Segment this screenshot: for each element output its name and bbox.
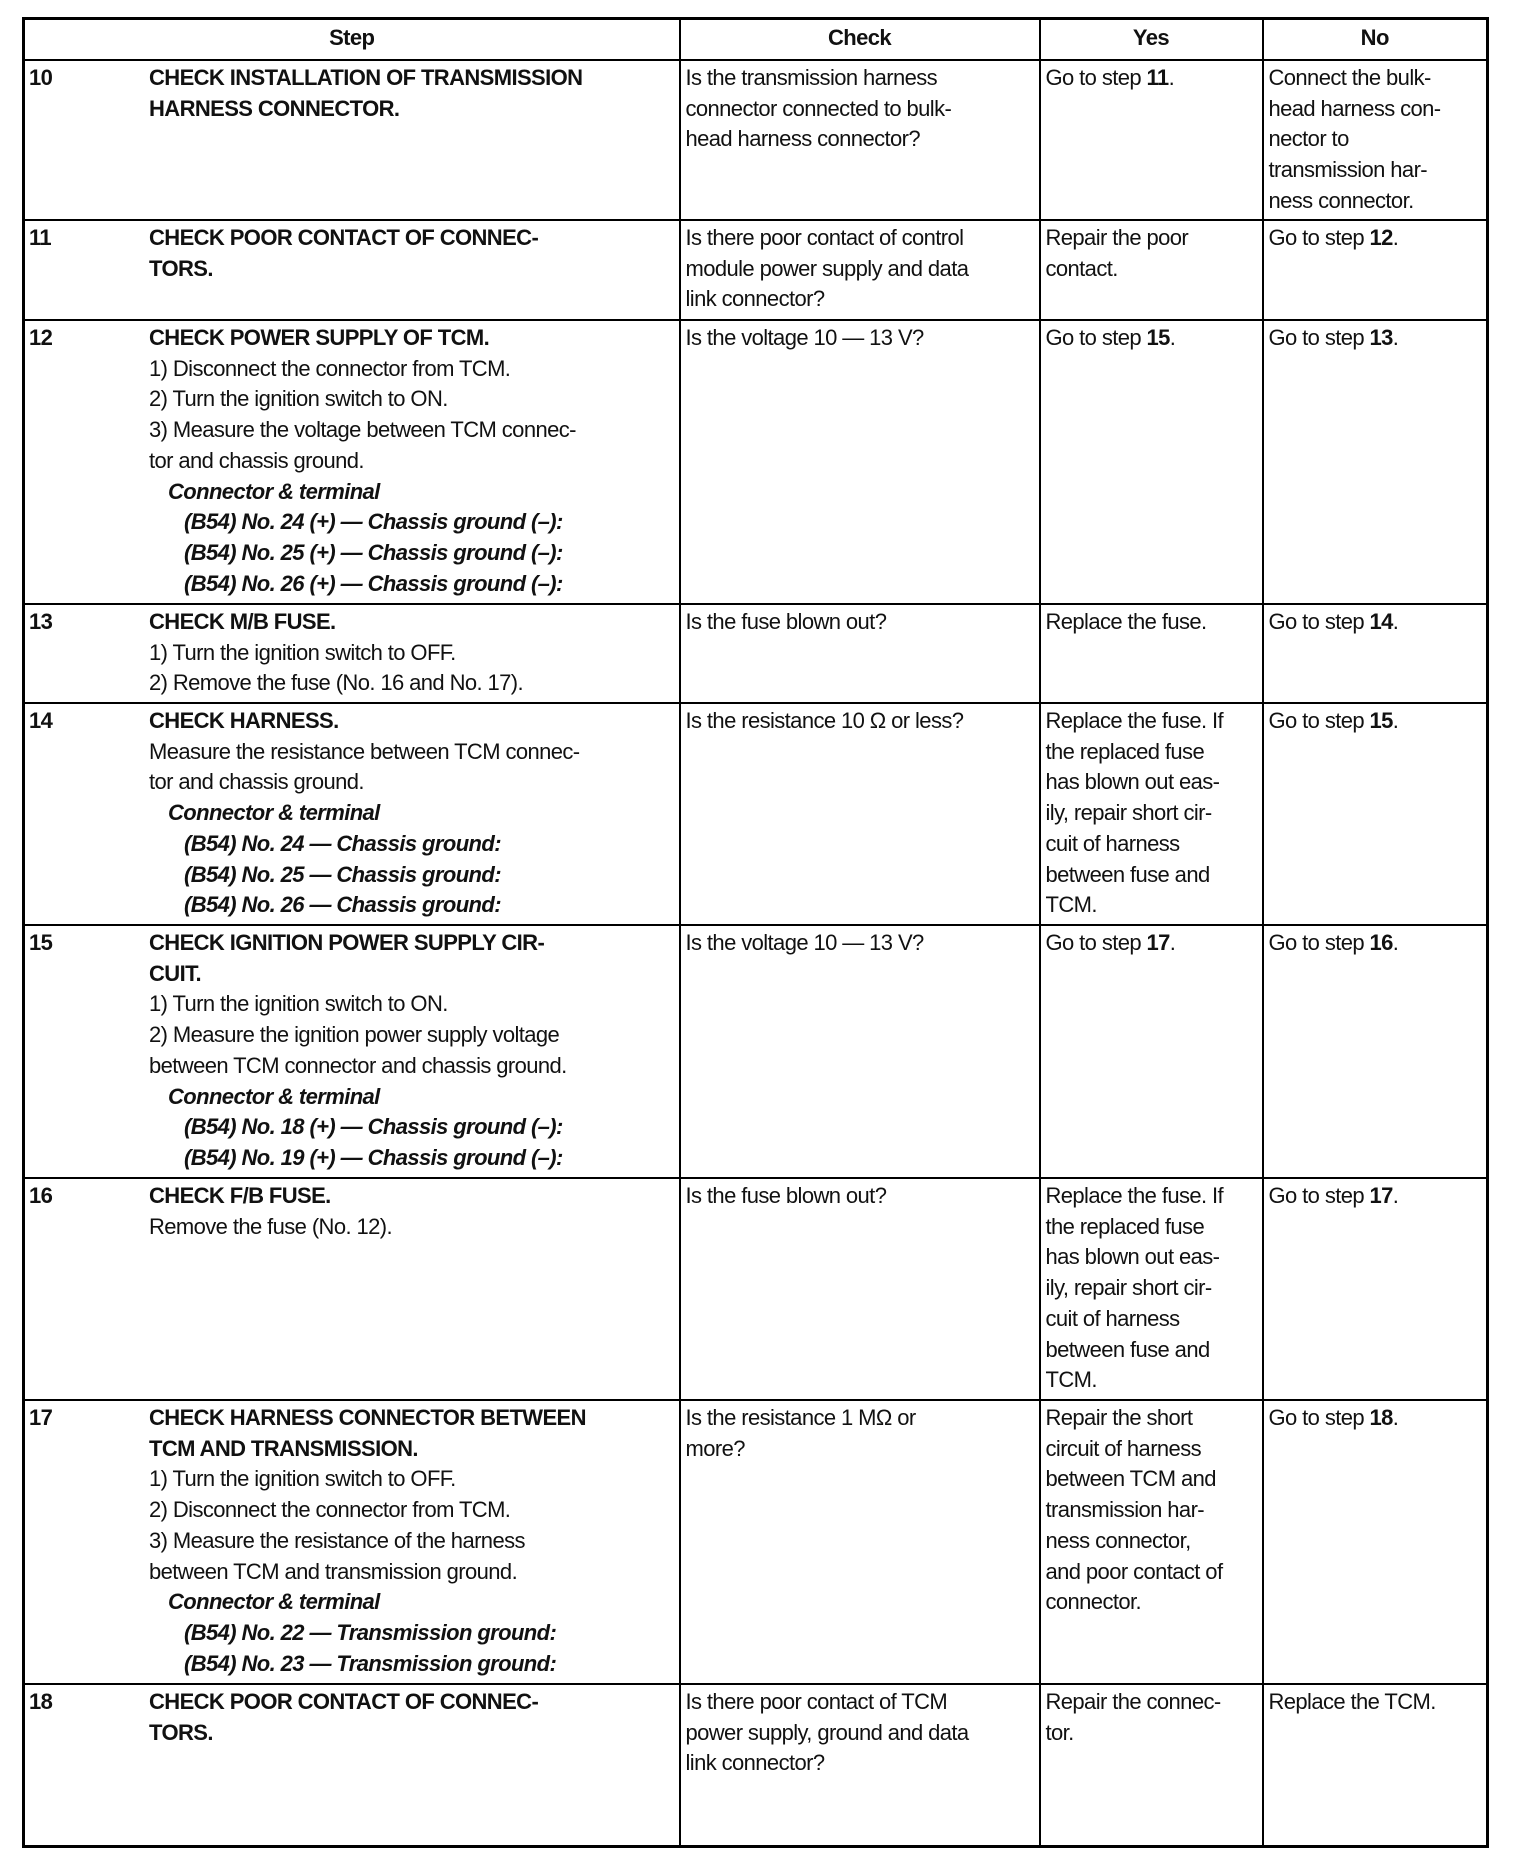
- step-line: (B54) No. 25 — Chassis ground:: [184, 861, 501, 887]
- step-number: 11: [29, 225, 52, 250]
- cell-line: and poor contact of: [1045, 1558, 1223, 1584]
- cell-line: Is the voltage 10 — 13 V?: [685, 930, 924, 955]
- yes-cell: [1040, 604, 1263, 703]
- reference-punct: .: [1169, 930, 1176, 955]
- step-line: CHECK HARNESS.: [149, 708, 339, 733]
- check-cell: [680, 925, 1040, 1178]
- step-line: (B54) No. 24 — Chassis ground:: [184, 830, 501, 856]
- no-cell: [1263, 604, 1488, 703]
- cell-line: ily, repair short cir-: [1045, 800, 1212, 826]
- cell-line: connector connected to bulk-: [685, 95, 952, 121]
- reference-punct: .: [1392, 325, 1399, 350]
- cell-line: has blown out eas-: [1045, 769, 1220, 795]
- step-line: (B54) No. 22 — Transmission ground:: [184, 1619, 557, 1645]
- step-reference: [1269, 223, 1482, 254]
- reference-punct: .: [1169, 325, 1176, 350]
- cell-line: between fuse and: [1045, 1336, 1210, 1362]
- cell-line: Is the resistance 10 Ω or less?: [685, 708, 964, 733]
- step-number: 16: [29, 1183, 53, 1208]
- step-line: (B54) No. 19 (+) — Chassis ground (–):: [184, 1144, 563, 1170]
- step-line: HARNESS CONNECTOR.: [149, 95, 400, 121]
- step-cell: [24, 320, 680, 604]
- table-row: [24, 1178, 1488, 1400]
- step-description: [149, 323, 674, 599]
- step-line: 2) Remove the fuse (No. 16 and No. 17).: [149, 670, 524, 696]
- step-line: (B54) No. 24 (+) — Chassis ground (–):: [184, 509, 563, 535]
- reference-text: Go to step: [1268, 325, 1370, 350]
- step-reference: [1269, 607, 1482, 638]
- step-line: CHECK INSTALLATION OF TRANSMISSION: [149, 65, 583, 90]
- step-line: Connector & terminal: [168, 1589, 380, 1615]
- reference-step-number: 12: [1369, 225, 1393, 250]
- check-cell: [680, 1178, 1040, 1400]
- table-row: [24, 320, 1488, 604]
- cell-line: cuit of harness: [1045, 1305, 1180, 1331]
- check-cell: [680, 1400, 1040, 1684]
- cell-line: Is the fuse blown out?: [685, 1183, 887, 1208]
- reference-punct: .: [1392, 708, 1399, 733]
- step-line: CHECK HARNESS CONNECTOR BETWEEN: [149, 1405, 586, 1430]
- cell-line: Is the voltage 10 — 13 V?: [685, 325, 924, 350]
- step-description: [149, 63, 674, 124]
- yes-cell: [1040, 1178, 1263, 1400]
- step-line: 1) Turn the ignition switch to ON.: [149, 991, 448, 1017]
- cell-line: cuit of harness: [1045, 830, 1180, 856]
- reference-step-number: 11: [1146, 65, 1169, 90]
- step-cell: [24, 1684, 680, 1847]
- step-cell: [24, 703, 680, 925]
- step-line: (B54) No. 25 (+) — Chassis ground (–):: [184, 539, 563, 565]
- reference-step-number: 13: [1369, 325, 1393, 350]
- header-check: Check: [680, 19, 1040, 61]
- step-line: (B54) No. 26 (+) — Chassis ground (–):: [184, 570, 563, 596]
- reference-punct: .: [1392, 225, 1399, 250]
- reference-text: Go to step: [1045, 325, 1147, 350]
- no-cell: [1263, 925, 1488, 1178]
- step-number: 12: [29, 325, 53, 350]
- cell-line: Is the fuse blown out?: [685, 609, 887, 634]
- cell-line: transmission har-: [1045, 1497, 1205, 1523]
- no-cell: [1263, 1684, 1488, 1847]
- step-number: 17: [29, 1405, 53, 1430]
- reference-punct: .: [1392, 609, 1399, 634]
- cell-line: between fuse and: [1045, 861, 1210, 887]
- reference-text: Go to step: [1268, 708, 1370, 733]
- table-row: [24, 604, 1488, 703]
- step-line: Connector & terminal: [168, 478, 380, 504]
- cell-line: tor.: [1045, 1719, 1074, 1745]
- yes-cell: [1040, 1400, 1263, 1684]
- reference-step-number: 14: [1369, 609, 1393, 634]
- cell-line: has blown out eas-: [1045, 1244, 1220, 1270]
- step-reference: [1046, 928, 1257, 959]
- step-line: Remove the fuse (No. 12).: [149, 1213, 393, 1239]
- check-cell: [680, 60, 1040, 220]
- step-cell: [24, 1178, 680, 1400]
- cell-line: Replace the fuse.: [1045, 609, 1207, 634]
- step-number: 14: [29, 708, 53, 733]
- no-cell: [1263, 1178, 1488, 1400]
- cell-line: Is there poor contact of control: [685, 225, 964, 250]
- cell-line: circuit of harness: [1045, 1435, 1201, 1461]
- header-row: [24, 19, 1488, 61]
- step-cell: [24, 604, 680, 703]
- reference-text: Go to step: [1268, 225, 1370, 250]
- cell-line: Repair the connec-: [1045, 1689, 1221, 1714]
- cell-line: contact.: [1045, 255, 1118, 281]
- check-cell: [680, 1684, 1040, 1847]
- yes-cell: [1040, 925, 1263, 1178]
- cell-line: transmission har-: [1268, 157, 1428, 183]
- step-number: 18: [29, 1689, 53, 1714]
- step-line: between TCM connector and chassis ground.: [149, 1052, 567, 1078]
- step-description: [149, 1181, 674, 1242]
- step-number: 15: [29, 930, 53, 955]
- step-line: 1) Turn the ignition switch to OFF.: [149, 639, 456, 665]
- step-reference: [1046, 323, 1257, 354]
- yes-cell: [1040, 1684, 1263, 1847]
- step-line: 3) Measure the resistance of the harness: [149, 1527, 525, 1553]
- step-line: CHECK F/B FUSE.: [149, 1183, 331, 1208]
- reference-punct: .: [1392, 1405, 1399, 1430]
- cell-line: ness connector,: [1045, 1527, 1191, 1553]
- check-cell: [680, 320, 1040, 604]
- reference-text: Go to step: [1268, 930, 1370, 955]
- cell-line: module power supply and data: [685, 255, 969, 281]
- step-line: 1) Turn the ignition switch to OFF.: [149, 1466, 456, 1492]
- step-description: [149, 223, 674, 284]
- step-line: (B54) No. 18 (+) — Chassis ground (–):: [184, 1114, 563, 1140]
- cell-line: power supply, ground and data: [685, 1719, 969, 1745]
- step-cell: [24, 925, 680, 1178]
- cell-line: more?: [685, 1435, 745, 1461]
- reference-step-number: 16: [1369, 930, 1393, 955]
- step-line: 3) Measure the voltage between TCM connec-: [149, 417, 576, 443]
- cell-line: connector.: [1045, 1589, 1142, 1615]
- header-no: No: [1263, 19, 1488, 61]
- cell-line: TCM.: [1045, 1367, 1097, 1393]
- no-cell: [1263, 220, 1488, 320]
- step-line: TORS.: [149, 255, 213, 281]
- step-line: TCM AND TRANSMISSION.: [149, 1435, 418, 1461]
- cell-line: the replaced fuse: [1045, 1213, 1205, 1239]
- step-description: [149, 1687, 674, 1748]
- cell-line: head harness con-: [1268, 95, 1441, 121]
- cell-line: Repair the poor: [1045, 225, 1189, 250]
- diagnostic-table: [22, 17, 1489, 1848]
- cell-line: Connect the bulk-: [1268, 65, 1431, 90]
- step-description: [149, 607, 674, 699]
- step-description: [149, 928, 674, 1174]
- reference-text: Go to step: [1268, 609, 1370, 634]
- step-reference: [1269, 1403, 1482, 1434]
- cell-line: nector to: [1268, 126, 1349, 152]
- step-line: CUIT.: [149, 960, 202, 986]
- step-reference: [1269, 928, 1482, 959]
- step-reference: [1269, 1181, 1482, 1212]
- step-line: (B54) No. 23 — Transmission ground:: [184, 1650, 557, 1676]
- cell-line: head harness connector?: [685, 126, 920, 152]
- reference-punct: .: [1392, 1183, 1399, 1208]
- yes-cell: [1040, 320, 1263, 604]
- reference-text: Go to step: [1045, 930, 1147, 955]
- step-line: (B54) No. 26 — Chassis ground:: [184, 892, 501, 918]
- step-line: CHECK POOR CONTACT OF CONNEC-: [149, 225, 539, 250]
- step-number: 10: [29, 65, 53, 90]
- cell-line: link connector?: [685, 286, 825, 312]
- reference-step-number: 15: [1369, 708, 1393, 733]
- reference-step-number: 17: [1369, 1183, 1393, 1208]
- step-line: 2) Disconnect the connector from TCM.: [149, 1497, 511, 1523]
- table-row: [24, 1684, 1488, 1847]
- step-number: 13: [29, 609, 53, 634]
- check-cell: [680, 703, 1040, 925]
- reference-step-number: 17: [1146, 930, 1170, 955]
- no-cell: [1263, 60, 1488, 220]
- step-line: tor and chassis ground.: [149, 769, 364, 795]
- cell-line: Repair the short: [1045, 1405, 1193, 1430]
- reference-text: Go to step: [1045, 65, 1147, 90]
- cell-line: between TCM and: [1045, 1466, 1216, 1492]
- step-reference: [1046, 63, 1257, 94]
- step-line: 2) Measure the ignition power supply voltage: [149, 1022, 560, 1048]
- step-cell: [24, 1400, 680, 1684]
- header-step: Step: [24, 19, 680, 61]
- reference-text: Go to step: [1268, 1405, 1370, 1430]
- step-line: CHECK M/B FUSE.: [149, 609, 336, 634]
- step-cell: [24, 60, 680, 220]
- cell-line: ily, repair short cir-: [1045, 1275, 1212, 1301]
- yes-cell: [1040, 60, 1263, 220]
- reference-punct: .: [1392, 930, 1399, 955]
- step-line: CHECK IGNITION POWER SUPPLY CIR-: [149, 930, 545, 955]
- cell-line: Replace the fuse. If: [1045, 708, 1224, 733]
- cell-line: Is the transmission harness: [685, 65, 938, 90]
- no-cell: [1263, 320, 1488, 604]
- step-description: [149, 706, 674, 921]
- check-cell: [680, 220, 1040, 320]
- header-yes: Yes: [1040, 19, 1263, 61]
- step-reference: [1269, 323, 1482, 354]
- cell-line: the replaced fuse: [1045, 738, 1205, 764]
- cell-line: Is the resistance 1 MΩ or: [685, 1405, 916, 1430]
- table-row: [24, 1400, 1488, 1684]
- step-reference: [1269, 706, 1482, 737]
- cell-line: Replace the TCM.: [1268, 1689, 1436, 1714]
- cell-line: Is there poor contact of TCM: [685, 1689, 948, 1714]
- check-cell: [680, 604, 1040, 703]
- step-line: CHECK POWER SUPPLY OF TCM.: [149, 325, 490, 350]
- step-line: Measure the resistance between TCM connec-: [149, 738, 580, 764]
- yes-cell: [1040, 703, 1263, 925]
- no-cell: [1263, 703, 1488, 925]
- cell-line: link connector?: [685, 1750, 825, 1776]
- reference-punct: .: [1168, 65, 1175, 90]
- step-line: Connector & terminal: [168, 800, 380, 826]
- step-line: 2) Turn the ignition switch to ON.: [149, 386, 448, 412]
- step-description: [149, 1403, 674, 1679]
- table-row: [24, 60, 1488, 220]
- reference-text: Go to step: [1268, 1183, 1370, 1208]
- step-line: CHECK POOR CONTACT OF CONNEC-: [149, 1689, 539, 1714]
- yes-cell: [1040, 220, 1263, 320]
- step-line: between TCM and transmission ground.: [149, 1558, 518, 1584]
- cell-line: TCM.: [1045, 892, 1097, 918]
- no-cell: [1263, 1400, 1488, 1684]
- reference-step-number: 15: [1146, 325, 1170, 350]
- cell-line: Replace the fuse. If: [1045, 1183, 1224, 1208]
- step-line: Connector & terminal: [168, 1083, 380, 1109]
- cell-line: ness connector.: [1268, 187, 1414, 213]
- step-cell: [24, 220, 680, 320]
- reference-step-number: 18: [1369, 1405, 1393, 1430]
- table-row: [24, 925, 1488, 1178]
- table-row: [24, 703, 1488, 925]
- table-row: [24, 220, 1488, 320]
- step-line: tor and chassis ground.: [149, 447, 364, 473]
- step-line: TORS.: [149, 1719, 213, 1745]
- step-line: 1) Disconnect the connector from TCM.: [149, 355, 511, 381]
